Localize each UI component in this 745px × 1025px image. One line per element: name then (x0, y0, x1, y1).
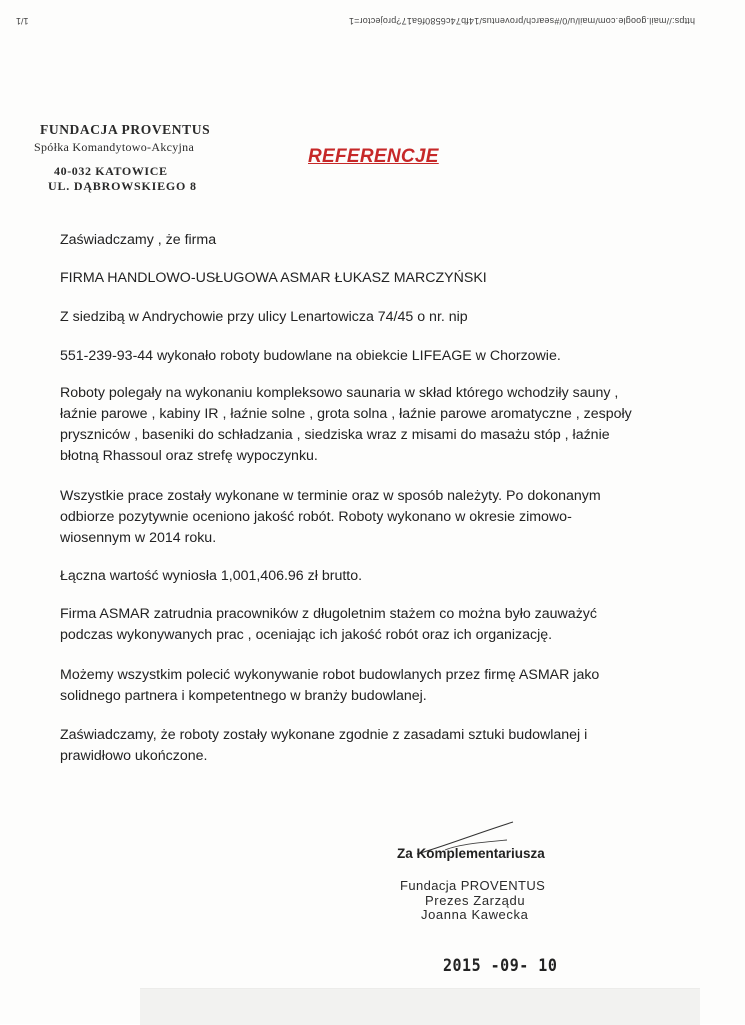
document-title: REFERENCJE (308, 146, 439, 167)
stamp-city: 40-032 KATOWICE (54, 164, 168, 178)
signature-title: Za Komplementariusza (397, 846, 545, 861)
paragraph-quality-line: odbiorze pozytywnie oceniono jakość robót. Roboty wykonano w okresie zimowo- (60, 509, 572, 525)
paragraph-intro: Zaświadczamy , że firma (60, 232, 217, 248)
paragraph-scope-line: pryszniców , baseniki do schładzania , siedziska wraz z misami do masażu stóp , łaźnie (60, 427, 610, 443)
paragraph-quality-line: wiosennym w 2014 roku. (60, 530, 217, 546)
date-stamp: 2015 -09- 10 (443, 954, 558, 976)
paragraph-nip: 551-239-93-44 wykonało roboty budowlane na obiekcie LIFEAGE w Chorzowie. (60, 348, 561, 364)
paragraph-confirmation-line: Zaświadczamy, że roboty zostały wykonane zgodnie z zasadami sztuki budowlanej i (60, 727, 588, 743)
signature-role: Prezes Zarządu (425, 893, 526, 908)
signature-organization: Fundacja PROVENTUS (400, 878, 546, 893)
paragraph-scope-line: błotną Rhassoul oraz strefę wypoczynku. (60, 448, 318, 464)
scan-shadow (140, 988, 700, 1025)
stamp-organization: FUNDACJA PROVENTUS (40, 122, 211, 137)
paragraph-quality-line: Wszystkie prace zostały wykonane w terminie oraz w sposób należyty. Po dokonanym (60, 488, 601, 504)
paragraph-confirmation-line: prawidłowo ukończone. (60, 748, 208, 764)
paragraph-staff-line: podczas wykonywanych prac , oceniając ich jakość robót oraz ich organizację. (60, 627, 553, 643)
paragraph-address: Z siedzibą w Andrychowie przy ulicy Lenartowicza 74/45 o nr. nip (60, 309, 468, 325)
print-header (0, 10, 745, 30)
paragraph-staff-line: Firma ASMAR zatrudnia pracowników z długoletnim stażem co można było zauważyć (60, 606, 597, 622)
paragraph-scope-line: Roboty polegały na wykonaniu kompleksowo saunaria w skład którego wchodziły sauny , (60, 385, 619, 401)
print-url: https://mail.google.com/mail/u/0/#search/proventus/14fb74c6580f6a17?projector=1 (348, 16, 695, 26)
paragraph-scope-line: łaźnie parowe , kabiny IR , łaźnie solne , grota solna , łaźnie parowe aromatyczne , zespoły (60, 406, 632, 422)
paragraph-recommendation-line: Możemy wszystkim polecić wykonywanie robot budowlanych przez firmę ASMAR jako (60, 667, 600, 683)
paragraph-total-value: Łączna wartość wyniosła 1,001,406.96 zł brutto. (60, 568, 363, 584)
print-page-number: 1/1 (16, 16, 29, 26)
paragraph-recommendation-line: solidnego partnera i kompetentnego w branży budowlanej. (60, 688, 427, 704)
signature-name: Joanna Kawecka (421, 907, 529, 922)
stamp-street: UL. DĄBROWSKIEGO 8 (48, 179, 197, 193)
paragraph-company-name: FIRMA HANDLOWO-USŁUGOWA ASMAR ŁUKASZ MARCZYŃSKI (60, 270, 487, 286)
stamp-company-type: Spółka Komandytowo-Akcyjna (34, 140, 195, 154)
